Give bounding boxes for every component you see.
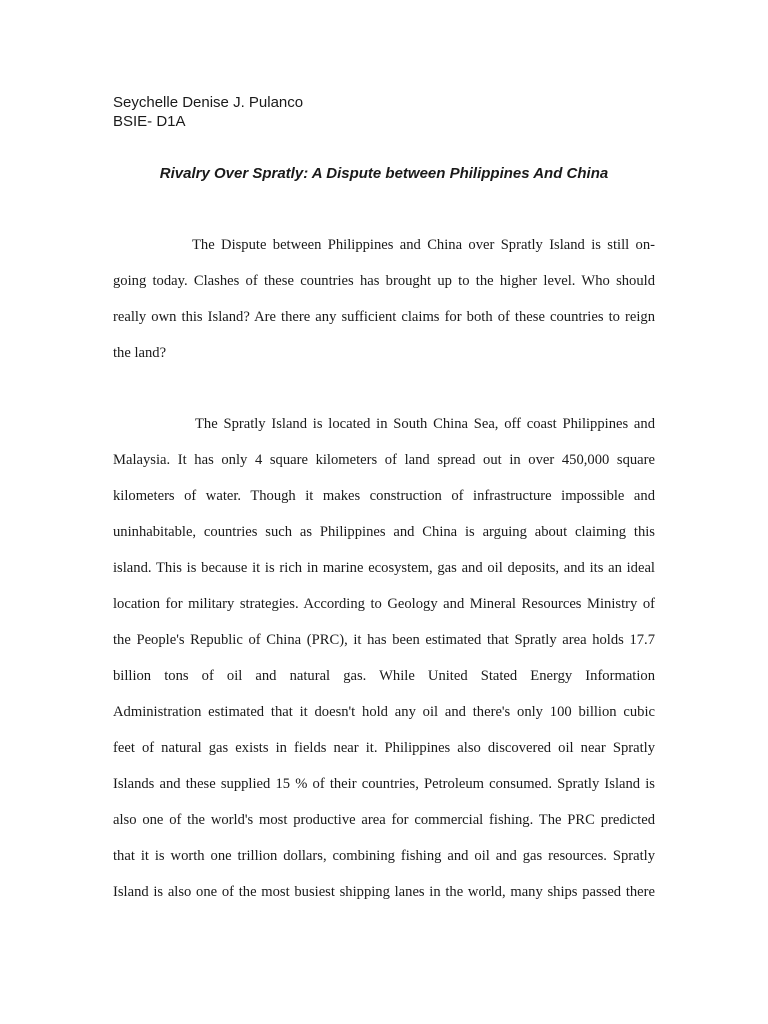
paragraph-line: going today. Clashes of these countries has brought up to the higher level. Who should — [113, 273, 655, 289]
paragraph-line: The Spratly Island is located in South China Sea, off coast Philippines and — [195, 416, 655, 432]
paragraph-line: billion tons of oil and natural gas. While United Stated Energy Information — [113, 668, 655, 684]
paragraph-line: that it is worth one trillion dollars, combining fishing and oil and gas resources. Spratly — [113, 848, 655, 864]
paragraph-2 — [113, 414, 655, 918]
author-block — [113, 93, 303, 131]
class-section: BSIE- D1A — [113, 113, 186, 130]
paragraph-line: Administration estimated that it doesn't hold any oil and there's only 100 billion cubic — [113, 704, 655, 720]
paragraph-line: kilometers of water. Though it makes construction of infrastructure impossible and — [113, 488, 655, 504]
paragraph-line: island. This is because it is rich in marine ecosystem, gas and oil deposits, and its an ideal — [113, 560, 655, 576]
paragraph-line: Islands and these supplied 15 % of their countries, Petroleum consumed. Spratly Island is — [113, 776, 655, 792]
document-title: Rivalry Over Spratly: A Dispute between Philippines And China — [159, 165, 609, 182]
author-name: Seychelle Denise J. Pulanco — [113, 94, 304, 111]
paragraph-line: location for military strategies. According to Geology and Mineral Resources Ministry of — [113, 596, 655, 612]
paragraph-line: really own this Island? Are there any sufficient claims for both of these countries to reign — [113, 309, 655, 325]
paragraph-line: feet of natural gas exists in fields near it. Philippines also discovered oil near Spratly — [113, 740, 655, 756]
paragraph-line: the land? — [113, 345, 167, 361]
paragraph-line: the People's Republic of China (PRC), it has been estimated that Spratly area holds 17.7 — [113, 632, 655, 648]
paragraph-line: uninhabitable, countries such as Philippines and China is arguing about claiming this — [113, 524, 655, 540]
paragraph-line: The Dispute between Philippines and China over Spratly Island is still on- — [192, 237, 655, 253]
paragraph-line: Malaysia. It has only 4 square kilometers of land spread out in over 450,000 square — [113, 452, 655, 468]
paragraph-line: also one of the world's most productive area for commercial fishing. The PRC predicted — [113, 812, 655, 828]
paragraph-line: Island is also one of the most busiest shipping lanes in the world, many ships passed there — [113, 884, 655, 900]
paragraph-1 — [113, 235, 655, 379]
